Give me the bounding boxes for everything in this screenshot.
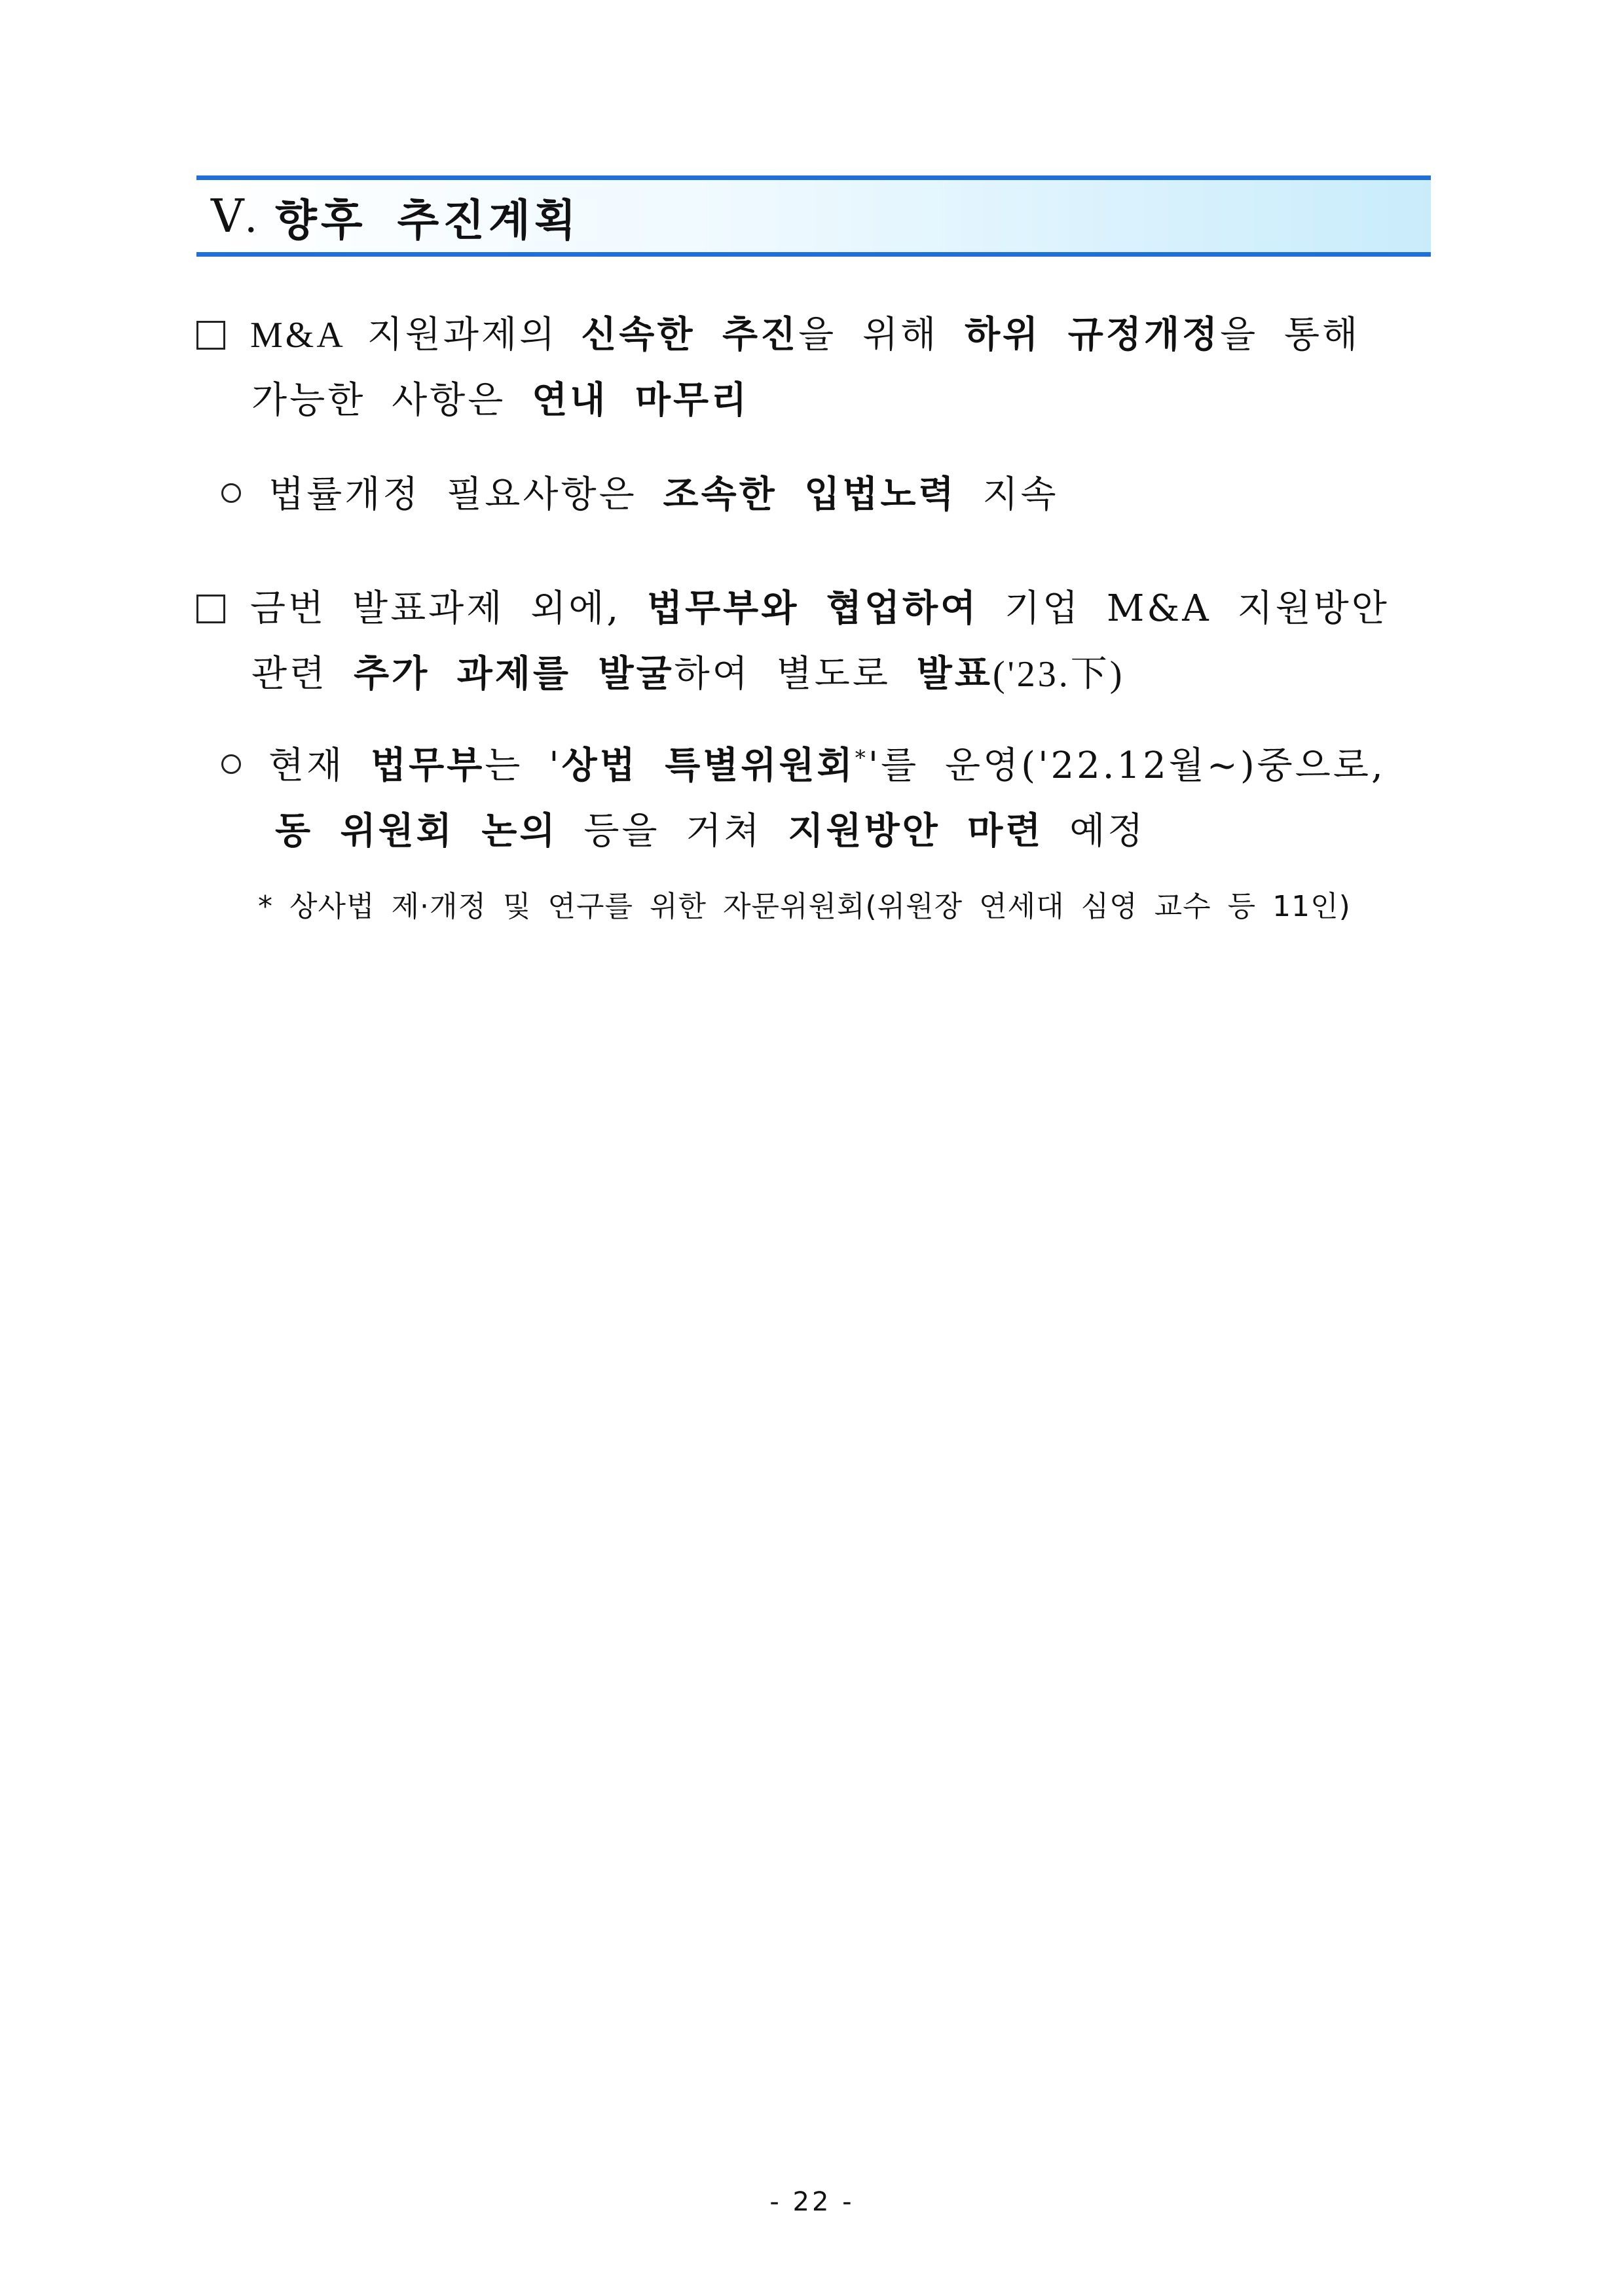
- page-number: - 22 -: [769, 2187, 855, 2217]
- item2-line2: 관련 추가 과제를 발굴하여 별도로 발표('23.下): [251, 653, 1125, 695]
- item1-line1: M&A 지원과제의 신속한 추진을 위해 하위 규정개정을 통해: [196, 303, 1360, 368]
- square-bullet-icon: [196, 595, 225, 623]
- item1-subitem: 법률개정 필요사항은 조속한 입법노력 지속: [221, 462, 1059, 528]
- section-heading: [196, 175, 1431, 257]
- section-title: 향후 추진계획: [275, 194, 580, 246]
- circle-bullet-icon: [221, 754, 241, 774]
- item2-line1: 금번 발표과제 외에, 법무부와 협업하여 기업 M&A 지원방안: [196, 576, 1390, 642]
- section-number: Ⅴ.: [211, 191, 259, 242]
- item2-subitem-line1: 현재 법무부는 '상법 특별위원회*'를 운영('22.12월~)중으로,: [221, 733, 1386, 799]
- item2-subitem-line2: 동 위원회 논의 등을 거쳐 지원방안 마련 예정: [275, 810, 1146, 853]
- square-bullet-icon: [196, 321, 225, 350]
- circle-bullet-icon: [221, 483, 241, 503]
- item1-line2: 가능한 사항은 연내 마무리: [251, 379, 750, 422]
- footnote: * 상사법 제·개정 및 연구를 위한 자문위원회(위원장 연세대 심영 교수 등 11인): [258, 890, 1351, 923]
